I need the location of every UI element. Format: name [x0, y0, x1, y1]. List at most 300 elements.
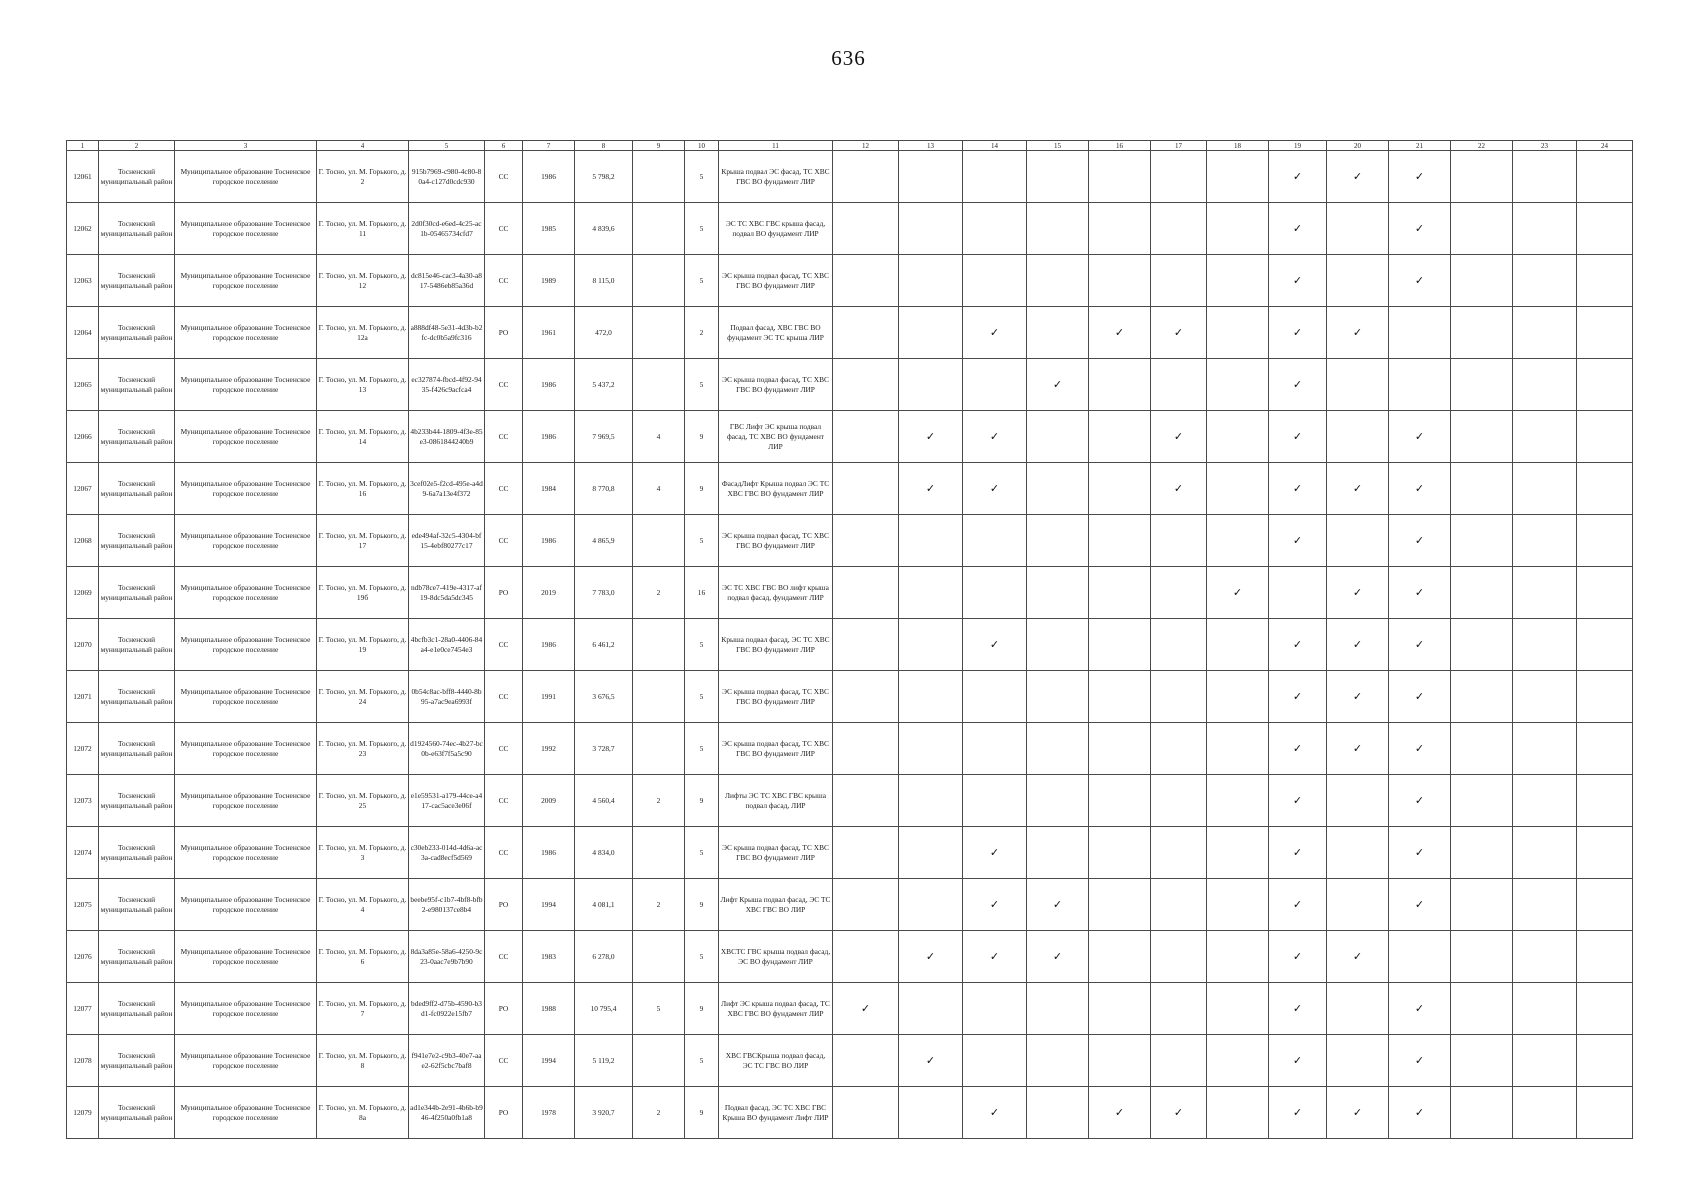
- check-mark-icon: ✓: [1269, 723, 1327, 775]
- table-row: [67, 463, 1633, 515]
- check-mark-icon: ✓: [1151, 1087, 1207, 1139]
- empty-cell: [1089, 463, 1151, 515]
- empty-cell: [1327, 255, 1389, 307]
- works-cell: ФасадЛифт Крыша подвал ЭС ТС ХВС ГВС ВО фундамент ЛИР: [719, 463, 833, 515]
- column-number: 12: [833, 141, 899, 151]
- empty-cell: [833, 1035, 899, 1087]
- works-cell: Крыша подвал ЭС фасад, ТС ХВС ГВС ВО фундамент ЛИР: [719, 151, 833, 203]
- code-cell: ad1e344b-2e91-4b6b-b946-4f250a0fb1a8: [409, 1087, 485, 1139]
- empty-cell: [1577, 1035, 1633, 1087]
- type-cell: РО: [485, 1087, 523, 1139]
- empty-cell: [963, 567, 1027, 619]
- floors-cell: 5: [685, 359, 719, 411]
- check-mark-icon: ✓: [1389, 879, 1451, 931]
- column-9-cell: 2: [633, 879, 685, 931]
- check-mark-icon: ✓: [1389, 723, 1451, 775]
- empty-cell: [833, 775, 899, 827]
- table-row: [67, 723, 1633, 775]
- empty-cell: [1207, 151, 1269, 203]
- year-cell: 1986: [523, 359, 575, 411]
- district-cell: Тосненский муниципальный район: [99, 359, 175, 411]
- area-cell: 4 560,4: [575, 775, 633, 827]
- empty-cell: [899, 619, 963, 671]
- district-cell: Тосненский муниципальный район: [99, 567, 175, 619]
- check-mark-icon: ✓: [963, 1087, 1027, 1139]
- empty-cell: [1089, 775, 1151, 827]
- table-row: [67, 307, 1633, 359]
- empty-cell: [1027, 827, 1089, 879]
- empty-cell: [1089, 411, 1151, 463]
- address-cell: Г. Тосно, ул. М. Горького, д. 2: [317, 151, 409, 203]
- empty-cell: [833, 203, 899, 255]
- type-cell: СС: [485, 827, 523, 879]
- works-cell: ЭС крыша подвал фасад, ТС ХВС ГВС ВО фундамент ЛИР: [719, 723, 833, 775]
- empty-cell: [1207, 255, 1269, 307]
- municipality-cell: Муниципальное образование Тосненское городское поселение: [175, 723, 317, 775]
- municipality-cell: Муниципальное образование Тосненское городское поселение: [175, 203, 317, 255]
- table-row: [67, 983, 1633, 1035]
- year-cell: 1986: [523, 411, 575, 463]
- column-9-cell: [633, 515, 685, 567]
- empty-cell: [1327, 827, 1389, 879]
- check-mark-icon: ✓: [1389, 983, 1451, 1035]
- code-cell: 3cef02e5-f2cd-495e-a4d9-6a7a13e4f372: [409, 463, 485, 515]
- code-cell: 4bcfb3c1-28a0-4406-84a4-e1e0ce7454e3: [409, 619, 485, 671]
- check-mark-icon: ✓: [1269, 931, 1327, 983]
- empty-cell: [1207, 879, 1269, 931]
- check-mark-icon: ✓: [1151, 307, 1207, 359]
- empty-cell: [1451, 151, 1513, 203]
- check-mark-icon: ✓: [1269, 463, 1327, 515]
- empty-cell: [833, 931, 899, 983]
- empty-cell: [1513, 463, 1577, 515]
- works-cell: ЭС крыша подвал фасад, ТС ХВС ГВС ВО фундамент ЛИР: [719, 359, 833, 411]
- type-cell: СС: [485, 411, 523, 463]
- empty-cell: [1577, 515, 1633, 567]
- column-9-cell: 5: [633, 983, 685, 1035]
- empty-cell: [1327, 515, 1389, 567]
- check-mark-icon: ✓: [1389, 463, 1451, 515]
- empty-cell: [1451, 515, 1513, 567]
- empty-cell: [1151, 931, 1207, 983]
- empty-cell: [833, 671, 899, 723]
- table-row: [67, 619, 1633, 671]
- district-cell: Тосненский муниципальный район: [99, 307, 175, 359]
- check-mark-icon: ✓: [899, 1035, 963, 1087]
- table-row: [67, 879, 1633, 931]
- area-cell: 10 795,4: [575, 983, 633, 1035]
- district-cell: Тосненский муниципальный район: [99, 827, 175, 879]
- row-id: 12064: [67, 307, 99, 359]
- empty-cell: [1513, 203, 1577, 255]
- empty-cell: [1327, 879, 1389, 931]
- empty-cell: [1027, 671, 1089, 723]
- empty-cell: [1151, 775, 1207, 827]
- area-cell: 5 437,2: [575, 359, 633, 411]
- type-cell: СС: [485, 775, 523, 827]
- works-cell: Лифты ЭС ТС ХВС ГВС крыша подвал фасад, ЛИР: [719, 775, 833, 827]
- type-cell: СС: [485, 255, 523, 307]
- check-mark-icon: ✓: [1269, 879, 1327, 931]
- address-cell: Г. Тосно, ул. М. Горького, д. 4: [317, 879, 409, 931]
- type-cell: СС: [485, 619, 523, 671]
- code-cell: d1924560-74ec-4b27-bc0b-e63f7f5a5c90: [409, 723, 485, 775]
- column-9-cell: [633, 827, 685, 879]
- empty-cell: [1513, 775, 1577, 827]
- empty-cell: [1389, 931, 1451, 983]
- empty-cell: [899, 827, 963, 879]
- empty-cell: [1151, 203, 1207, 255]
- row-id: 12079: [67, 1087, 99, 1139]
- check-mark-icon: ✓: [899, 931, 963, 983]
- empty-cell: [1089, 827, 1151, 879]
- column-9-cell: [633, 671, 685, 723]
- year-cell: 1984: [523, 463, 575, 515]
- check-mark-icon: ✓: [1151, 463, 1207, 515]
- empty-cell: [1207, 463, 1269, 515]
- column-9-cell: 2: [633, 567, 685, 619]
- address-cell: Г. Тосно, ул. М. Горького, д. 3: [317, 827, 409, 879]
- empty-cell: [1327, 983, 1389, 1035]
- column-9-cell: [633, 1035, 685, 1087]
- type-cell: СС: [485, 151, 523, 203]
- empty-cell: [1327, 411, 1389, 463]
- address-cell: Г. Тосно, ул. М. Горького, д. 16: [317, 463, 409, 515]
- check-mark-icon: ✓: [1269, 1035, 1327, 1087]
- code-cell: dc815e46-cac3-4a30-a817-5486eb85a36d: [409, 255, 485, 307]
- municipality-cell: Муниципальное образование Тосненское городское поселение: [175, 827, 317, 879]
- empty-cell: [1513, 151, 1577, 203]
- works-cell: ХВС ГВСКрыша подвал фасад, ЭС ТС ГВС ВО ЛИР: [719, 1035, 833, 1087]
- municipality-cell: Муниципальное образование Тосненское городское поселение: [175, 411, 317, 463]
- address-cell: Г. Тосно, ул. М. Горького, д. 8а: [317, 1087, 409, 1139]
- area-cell: 7 969,5: [575, 411, 633, 463]
- empty-cell: [1451, 463, 1513, 515]
- check-mark-icon: ✓: [963, 307, 1027, 359]
- empty-cell: [1513, 515, 1577, 567]
- table-row: [67, 671, 1633, 723]
- table-row: [67, 359, 1633, 411]
- empty-cell: [1027, 255, 1089, 307]
- year-cell: 1986: [523, 619, 575, 671]
- empty-cell: [833, 307, 899, 359]
- empty-cell: [1089, 879, 1151, 931]
- empty-cell: [1327, 359, 1389, 411]
- works-cell: Лифт Крыша подвал фасад, ЭС ТС ХВС ГВС ВО ЛИР: [719, 879, 833, 931]
- check-mark-icon: ✓: [1389, 827, 1451, 879]
- row-id: 12065: [67, 359, 99, 411]
- table-row: [67, 255, 1633, 307]
- empty-cell: [1151, 827, 1207, 879]
- empty-cell: [1451, 203, 1513, 255]
- code-cell: e1e59531-a179-44ce-a417-cac5ace3e06f: [409, 775, 485, 827]
- code-cell: beebe95f-c1b7-4bf8-bfb2-e980137ce8b4: [409, 879, 485, 931]
- address-cell: Г. Тосно, ул. М. Горького, д. 8: [317, 1035, 409, 1087]
- column-number-row: [67, 141, 1633, 151]
- works-cell: Лифт ЭС крыша подвал фасад, ТС ХВС ГВС ВО фундамент ЛИР: [719, 983, 833, 1035]
- empty-cell: [833, 515, 899, 567]
- floors-cell: 9: [685, 983, 719, 1035]
- empty-cell: [1027, 1087, 1089, 1139]
- municipality-cell: Муниципальное образование Тосненское городское поселение: [175, 307, 317, 359]
- empty-cell: [1207, 775, 1269, 827]
- empty-cell: [1577, 307, 1633, 359]
- empty-cell: [1577, 567, 1633, 619]
- empty-cell: [899, 203, 963, 255]
- empty-cell: [899, 567, 963, 619]
- check-mark-icon: ✓: [1027, 879, 1089, 931]
- address-cell: Г. Тосно, ул. М. Горького, д. 6: [317, 931, 409, 983]
- check-mark-icon: ✓: [1327, 931, 1389, 983]
- area-cell: 472,0: [575, 307, 633, 359]
- empty-cell: [1513, 411, 1577, 463]
- table-row: [67, 931, 1633, 983]
- column-number: 14: [963, 141, 1027, 151]
- column-9-cell: [633, 619, 685, 671]
- empty-cell: [899, 723, 963, 775]
- check-mark-icon: ✓: [1269, 983, 1327, 1035]
- district-cell: Тосненский муниципальный район: [99, 151, 175, 203]
- empty-cell: [899, 151, 963, 203]
- district-cell: Тосненский муниципальный район: [99, 879, 175, 931]
- year-cell: 1994: [523, 879, 575, 931]
- column-number: 1: [67, 141, 99, 151]
- empty-cell: [1207, 1087, 1269, 1139]
- area-cell: 4 839,6: [575, 203, 633, 255]
- column-9-cell: 2: [633, 1087, 685, 1139]
- empty-cell: [1451, 411, 1513, 463]
- empty-cell: [963, 775, 1027, 827]
- area-cell: 6 278,0: [575, 931, 633, 983]
- type-cell: СС: [485, 671, 523, 723]
- floors-cell: 5: [685, 619, 719, 671]
- check-mark-icon: ✓: [1389, 619, 1451, 671]
- column-number: 15: [1027, 141, 1089, 151]
- floors-cell: 5: [685, 515, 719, 567]
- floors-cell: 5: [685, 931, 719, 983]
- check-mark-icon: ✓: [1327, 307, 1389, 359]
- empty-cell: [1151, 983, 1207, 1035]
- address-cell: Г. Тосно, ул. М. Горького, д. 17: [317, 515, 409, 567]
- row-id: 12063: [67, 255, 99, 307]
- empty-cell: [1151, 723, 1207, 775]
- column-number: 21: [1389, 141, 1451, 151]
- empty-cell: [1089, 203, 1151, 255]
- year-cell: 1961: [523, 307, 575, 359]
- check-mark-icon: ✓: [963, 619, 1027, 671]
- type-cell: СС: [485, 1035, 523, 1087]
- area-cell: 8 770,8: [575, 463, 633, 515]
- row-id: 12070: [67, 619, 99, 671]
- check-mark-icon: ✓: [899, 463, 963, 515]
- address-cell: Г. Тосно, ул. М. Горького, д. 12: [317, 255, 409, 307]
- empty-cell: [1027, 203, 1089, 255]
- column-9-cell: 4: [633, 411, 685, 463]
- column-number: 17: [1151, 141, 1207, 151]
- check-mark-icon: ✓: [1327, 619, 1389, 671]
- empty-cell: [1513, 879, 1577, 931]
- code-cell: 8da3a85e-58a6-4250-9c23-0aac7e9b7b90: [409, 931, 485, 983]
- empty-cell: [1327, 203, 1389, 255]
- empty-cell: [1513, 931, 1577, 983]
- works-cell: ЭС крыша подвал фасад, ТС ХВС ГВС ВО фундамент ЛИР: [719, 515, 833, 567]
- address-cell: Г. Тосно, ул. М. Горького, д. 11: [317, 203, 409, 255]
- empty-cell: [1513, 671, 1577, 723]
- works-cell: ГВС Лифт ЭС крыша подвал фасад, ТС ХВС ВО фундамент ЛИР: [719, 411, 833, 463]
- empty-cell: [1577, 619, 1633, 671]
- column-number: 16: [1089, 141, 1151, 151]
- check-mark-icon: ✓: [1269, 619, 1327, 671]
- floors-cell: 16: [685, 567, 719, 619]
- empty-cell: [1577, 151, 1633, 203]
- type-cell: СС: [485, 203, 523, 255]
- check-mark-icon: ✓: [963, 931, 1027, 983]
- year-cell: 1978: [523, 1087, 575, 1139]
- check-mark-icon: ✓: [1269, 827, 1327, 879]
- empty-cell: [963, 203, 1027, 255]
- column-number: 7: [523, 141, 575, 151]
- empty-cell: [1389, 359, 1451, 411]
- empty-cell: [1577, 463, 1633, 515]
- year-cell: 1992: [523, 723, 575, 775]
- check-mark-icon: ✓: [1327, 151, 1389, 203]
- empty-cell: [833, 411, 899, 463]
- row-id: 12074: [67, 827, 99, 879]
- district-cell: Тосненский муниципальный район: [99, 411, 175, 463]
- municipality-cell: Муниципальное образование Тосненское городское поселение: [175, 775, 317, 827]
- code-cell: bded9ff2-d75b-4590-b3d1-fc0922e15fb7: [409, 983, 485, 1035]
- type-cell: СС: [485, 931, 523, 983]
- empty-cell: [1451, 879, 1513, 931]
- empty-cell: [1027, 463, 1089, 515]
- empty-cell: [1577, 359, 1633, 411]
- empty-cell: [1207, 359, 1269, 411]
- empty-cell: [1027, 1035, 1089, 1087]
- municipality-cell: Муниципальное образование Тосненское городское поселение: [175, 983, 317, 1035]
- column-9-cell: [633, 151, 685, 203]
- code-cell: 915b7969-c980-4c80-80a4-c127d0cdc930: [409, 151, 485, 203]
- check-mark-icon: ✓: [1327, 463, 1389, 515]
- empty-cell: [899, 515, 963, 567]
- empty-cell: [1089, 619, 1151, 671]
- works-cell: Подвал фасад, ХВС ГВС ВО фундамент ЭС ТС крыша ЛИР: [719, 307, 833, 359]
- table-row: [67, 411, 1633, 463]
- municipality-cell: Муниципальное образование Тосненское городское поселение: [175, 255, 317, 307]
- column-number: 13: [899, 141, 963, 151]
- works-cell: ЭС ТС ХВС ГВС крыша фасад, подвал ВО фундамент ЛИР: [719, 203, 833, 255]
- check-mark-icon: ✓: [1151, 411, 1207, 463]
- empty-cell: [1577, 879, 1633, 931]
- year-cell: 2019: [523, 567, 575, 619]
- row-id: 12076: [67, 931, 99, 983]
- check-mark-icon: ✓: [1269, 359, 1327, 411]
- check-mark-icon: ✓: [1327, 567, 1389, 619]
- row-id: 12061: [67, 151, 99, 203]
- code-cell: ede494af-32c5-4304-bf15-4ebf80277c17: [409, 515, 485, 567]
- type-cell: СС: [485, 463, 523, 515]
- floors-cell: 5: [685, 203, 719, 255]
- district-cell: Тосненский муниципальный район: [99, 515, 175, 567]
- municipality-cell: Муниципальное образование Тосненское городское поселение: [175, 151, 317, 203]
- address-cell: Г. Тосно, ул. М. Горького, д. 25: [317, 775, 409, 827]
- column-number: 9: [633, 141, 685, 151]
- empty-cell: [1451, 775, 1513, 827]
- empty-cell: [1089, 359, 1151, 411]
- empty-cell: [1027, 151, 1089, 203]
- floors-cell: 5: [685, 255, 719, 307]
- check-mark-icon: ✓: [1089, 1087, 1151, 1139]
- empty-cell: [1577, 1087, 1633, 1139]
- empty-cell: [1027, 515, 1089, 567]
- empty-cell: [1577, 775, 1633, 827]
- table-row: [67, 151, 1633, 203]
- column-9-cell: [633, 307, 685, 359]
- floors-cell: 9: [685, 1087, 719, 1139]
- column-number: 20: [1327, 141, 1389, 151]
- check-mark-icon: ✓: [963, 411, 1027, 463]
- empty-cell: [1207, 931, 1269, 983]
- row-id: 12066: [67, 411, 99, 463]
- empty-cell: [1513, 723, 1577, 775]
- check-mark-icon: ✓: [833, 983, 899, 1035]
- area-cell: 5 119,2: [575, 1035, 633, 1087]
- floors-cell: 5: [685, 671, 719, 723]
- empty-cell: [1207, 307, 1269, 359]
- empty-cell: [1027, 723, 1089, 775]
- code-cell: ndb78ce7-419e-4317-af19-8dc5da5dc345: [409, 567, 485, 619]
- column-9-cell: [633, 203, 685, 255]
- empty-cell: [1389, 307, 1451, 359]
- code-cell: f941e7e2-c9b3-40e7-aae2-62f5cbc7baf8: [409, 1035, 485, 1087]
- area-cell: 7 783,0: [575, 567, 633, 619]
- address-cell: Г. Тосно, ул. М. Горького, д. 12а: [317, 307, 409, 359]
- works-cell: ЭС крыша подвал фасад, ТС ХВС ГВС ВО фундамент ЛИР: [719, 671, 833, 723]
- municipality-cell: Муниципальное образование Тосненское городское поселение: [175, 931, 317, 983]
- empty-cell: [1513, 1087, 1577, 1139]
- empty-cell: [1513, 619, 1577, 671]
- empty-cell: [1089, 255, 1151, 307]
- empty-cell: [1089, 151, 1151, 203]
- empty-cell: [899, 775, 963, 827]
- floors-cell: 5: [685, 827, 719, 879]
- works-cell: ЭС крыша подвал фасад, ТС ХВС ГВС ВО фундамент ЛИР: [719, 255, 833, 307]
- empty-cell: [1207, 827, 1269, 879]
- type-cell: СС: [485, 515, 523, 567]
- empty-cell: [1089, 931, 1151, 983]
- address-cell: Г. Тосно, ул. М. Горького, д. 7: [317, 983, 409, 1035]
- municipality-cell: Муниципальное образование Тосненское городское поселение: [175, 359, 317, 411]
- empty-cell: [1089, 515, 1151, 567]
- check-mark-icon: ✓: [1389, 1035, 1451, 1087]
- empty-cell: [1207, 671, 1269, 723]
- check-mark-icon: ✓: [1389, 203, 1451, 255]
- address-cell: Г. Тосно, ул. М. Горького, д. 13: [317, 359, 409, 411]
- empty-cell: [899, 255, 963, 307]
- check-mark-icon: ✓: [1269, 307, 1327, 359]
- column-number: 22: [1451, 141, 1513, 151]
- empty-cell: [833, 1087, 899, 1139]
- empty-cell: [963, 671, 1027, 723]
- empty-cell: [1151, 879, 1207, 931]
- empty-cell: [963, 255, 1027, 307]
- column-9-cell: [633, 931, 685, 983]
- area-cell: 8 115,0: [575, 255, 633, 307]
- empty-cell: [1151, 515, 1207, 567]
- column-9-cell: 4: [633, 463, 685, 515]
- column-9-cell: 2: [633, 775, 685, 827]
- year-cell: 1986: [523, 151, 575, 203]
- check-mark-icon: ✓: [1269, 515, 1327, 567]
